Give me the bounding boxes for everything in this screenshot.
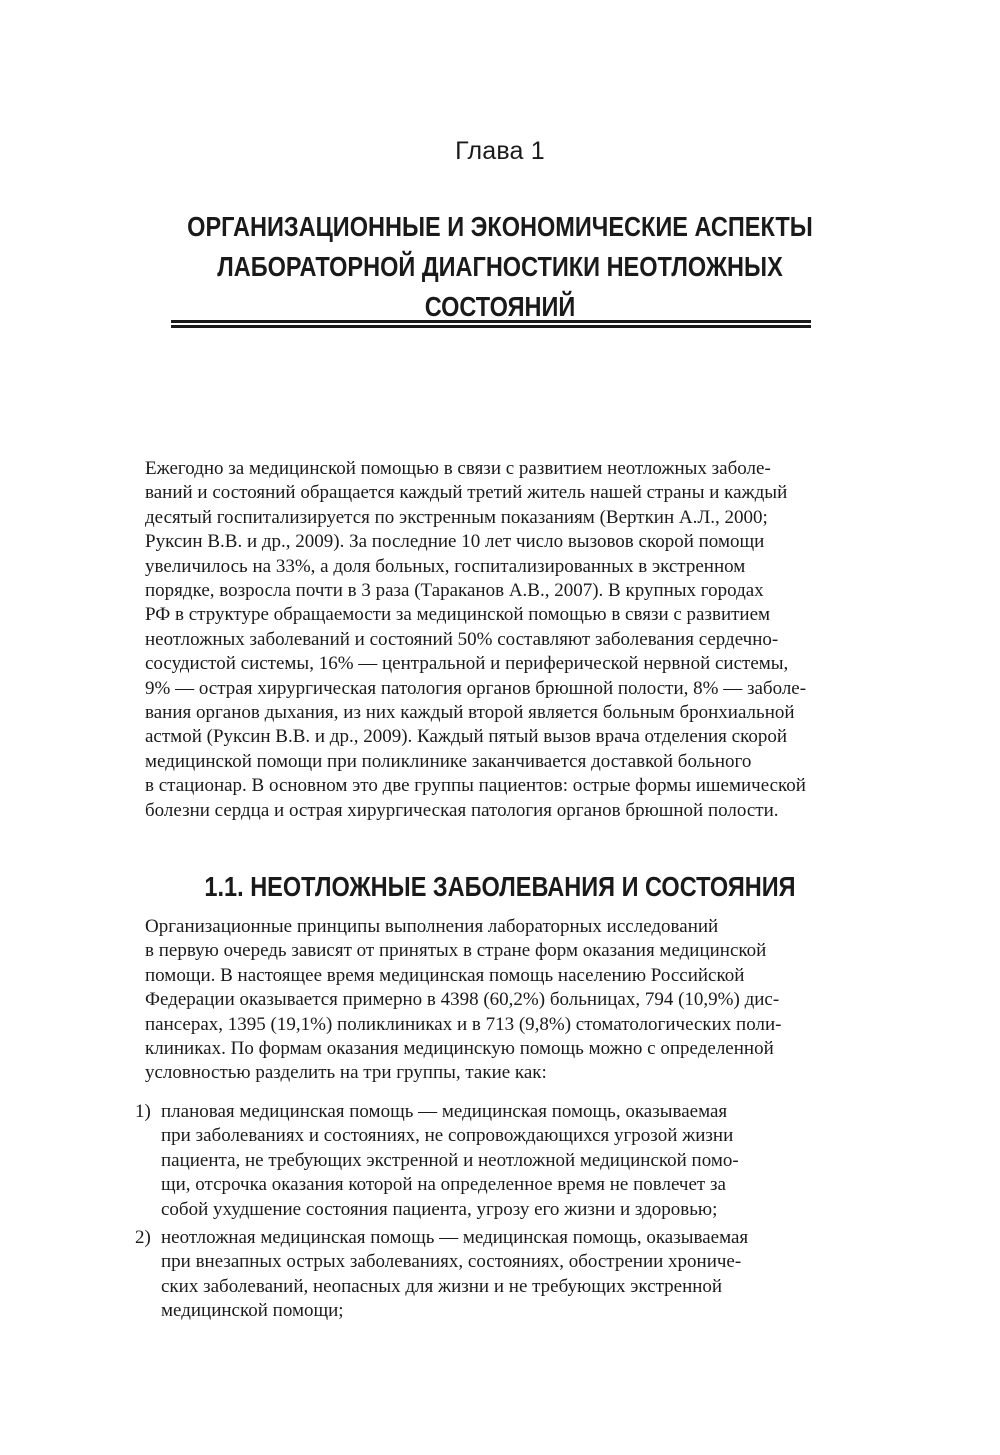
- text-line: РФ в структуре обращаемости за медицинской помощью в связи с развитием: [145, 604, 771, 626]
- text-line: плановая медицинская помощь — медицинская помощь, оказываемая: [161, 1101, 728, 1122]
- section-paragraph: [107, 915, 872, 1086]
- text-line: ских заболеваний, неопасных для жизни и не требующих экстренной: [161, 1275, 723, 1297]
- chapter-title-line: ОРГАНИЗАЦИОННЫЕ И ЭКОНОМИЧЕСКИЕ АСПЕКТЫ: [187, 211, 813, 242]
- text-line: пациента, не требующих экстренной и неотложной медицинской помо-: [161, 1149, 739, 1171]
- intro-paragraph: [107, 457, 872, 823]
- text-line: неотложных заболеваний и состояний 50% составляют заболевания сердечно-: [145, 628, 779, 650]
- list-item: [107, 1226, 872, 1324]
- text-line: пансерах, 1395 (19,1%) поликлиниках и в 713 (9,8%) стоматологических поли-: [145, 1013, 782, 1035]
- chapter-title-double-rule: [171, 320, 811, 328]
- chapter-title: [164, 207, 836, 327]
- section-heading: 1.1. НЕОТЛОЖНЫЕ ЗАБОЛЕВАНИЯ И СОСТОЯНИЯ: [204, 871, 796, 902]
- text-line: медицинской помощи;: [161, 1300, 344, 1322]
- text-line: медицинской помощи при поликлинике заканчивается доставкой больного: [145, 750, 752, 772]
- text-line: ваний и состояний обращается каждый третий житель нашей страны и каждый: [145, 482, 788, 504]
- text-line: неотложная медицинская помощь — медицинская помощь, оказываемая: [161, 1227, 749, 1249]
- text-line: условностью разделить на три группы, такие как:: [145, 1062, 547, 1084]
- text-line: порядке, возросла почти в 3 раза (Тараканов А.В., 2007). В крупных городах: [145, 580, 764, 602]
- text-line: щи, отсрочка оказания которой на определенное время не повлечет за: [161, 1174, 726, 1196]
- text-line: вания органов дыхания, из них каждый второй является больным бронхиальной: [145, 702, 795, 724]
- text-line: астмой (Руксин В.В. и др., 2009). Каждый пятый вызов врача отделения скорой: [145, 726, 788, 748]
- text-line: увеличилось на 33%, а доля больных, госпитализированных в экстренном: [145, 555, 746, 577]
- text-line: при внезапных острых заболеваниях, состояниях, обострении хрониче-: [161, 1251, 742, 1273]
- text-line: десятый госпитализируется по экстренным показаниям (Верткин А.Л., 2000;: [145, 506, 768, 528]
- list-item-number: 1): [135, 1101, 151, 1122]
- text-line: болезни сердца и острая хирургическая патология органов брюшной полости.: [145, 799, 779, 821]
- text-line: при заболеваниях и состояниях, не сопровождающихся угрозой жизни: [161, 1125, 734, 1147]
- text-line: в первую очередь зависят от принятых в стране форм оказания медицинской: [145, 940, 767, 962]
- chapter-title-line: СОСТОЯНИЙ: [424, 291, 576, 322]
- text-line: клиниках. По формам оказания медицинскую помощь можно с определенной: [145, 1038, 774, 1060]
- chapter-title-line: ЛАБОРАТОРНОЙ ДИАГНОСТИКИ НЕОТЛОЖНЫХ: [217, 251, 783, 282]
- list-item-number: 2): [135, 1227, 151, 1249]
- list-item-text: [161, 1226, 872, 1324]
- text-line: собой ухудшение состояния пациента, угрозу его жизни и здоровью;: [161, 1198, 718, 1220]
- text-line: помощи. В настоящее время медицинская помощь населению Российской: [145, 964, 745, 986]
- chapter-label: Глава 1: [455, 137, 545, 165]
- list-item-text: [161, 1100, 872, 1222]
- text-line: Федерации оказывается примерно в 4398 (60,2%) больницах, 794 (10,9%) дис-: [145, 989, 780, 1011]
- text-line: 9% — острая хирургическая патология органов брюшной полости, 8% — заболе-: [145, 677, 807, 699]
- list-item: [107, 1100, 872, 1222]
- text-line: в стационар. В основном это две группы пациентов: острые формы ишемической: [145, 775, 806, 797]
- text-line: Руксин В.В. и др., 2009). За последние 10 лет число вызовов скорой помощи: [145, 531, 765, 553]
- numbered-list: [107, 1100, 872, 1328]
- text-line: Организационные принципы выполнения лабораторных исследований: [145, 916, 719, 937]
- text-line: сосудистой системы, 16% — центральной и периферической нервной системы,: [145, 653, 789, 675]
- text-line: Ежегодно за медицинской помощью в связи с развитием неотложных заболе-: [145, 458, 771, 479]
